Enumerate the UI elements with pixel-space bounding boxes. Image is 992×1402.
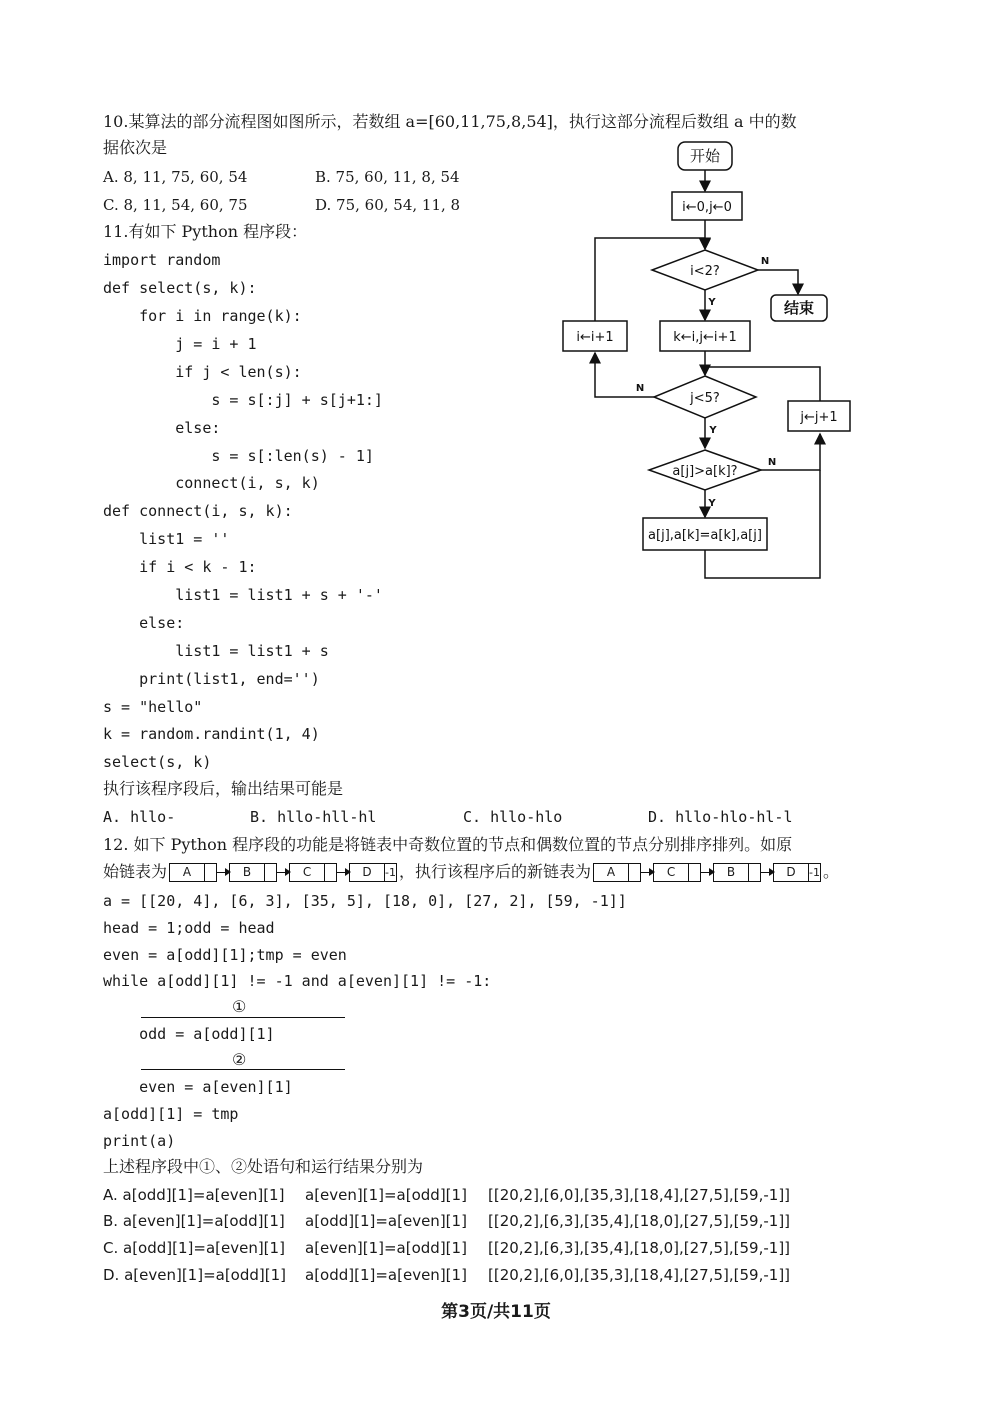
q11-option-d: D. hllo-hlo-hl-l [648,808,793,826]
q11-code-line: j = i + 1 [103,335,257,353]
list-node: A [169,863,217,882]
q11-code-line: for i in range(k): [103,307,302,325]
q12-option-c-part2: a[even][1]=a[odd][1] [305,1239,467,1257]
q12-code-line: a = [[20, 4], [6, 3], [35, 5], [18, 0], [27, 2], [59, -1]] [103,892,627,910]
flow-cond3-no: N [767,457,777,468]
page-footer: 第3页/共11页 [441,1302,551,1322]
q11-stem: 11.有如下 Python 程序段： [103,222,308,241]
q12-option-a-part2: a[even][1]=a[odd][1] [305,1186,467,1204]
q11-code-line: if j < len(s): [103,363,302,381]
original-linked-list [169,863,397,882]
q11-code-line: def select(s, k): [103,279,257,297]
list-arrow [217,872,229,873]
q12-code-line: print(a) [103,1132,176,1150]
q11-code-line: def connect(i, s, k): [103,502,293,520]
q12-option-a-part1: A. a[odd][1]=a[even][1] [103,1186,285,1204]
blank-1-line [141,1017,345,1018]
q10-stem-line1: 10.某算法的部分流程图如图所示，若数组 a=[60,11,75,8,54]，执行这部分流程后数组 a 中的数 [103,112,797,131]
list-arrow [761,872,773,873]
q11-code-line: s = s[:j] + s[j+1:] [103,391,383,409]
list-node: A [593,863,641,882]
q11-code-line: connect(i, s, k) [103,474,320,492]
list-arrow [337,872,349,873]
q11-option-a: A. hllo- [103,808,176,826]
new-linked-list [593,863,821,882]
q10-option-a: A. 8, 11, 75, 60, 54 [103,168,248,186]
list-arrow [277,872,289,873]
flow-cond3-label: a[j]>a[k]? [672,464,738,479]
list-node: C [289,863,337,882]
q11-code-line: if i < k - 1: [103,558,257,576]
flow-end-label: 结束 [783,299,815,317]
q12-option-d-part1: D. a[even][1]=a[odd][1] [103,1266,287,1284]
flowchart [555,138,855,583]
q12-code-line: even = a[even][1] [103,1078,293,1096]
q11-code-line: list1 = list1 + s [103,642,329,660]
blank-1-marker: ① [232,997,247,1016]
q11-option-b: B. hllo-hll-hl [250,808,377,826]
q12-code-line: while a[odd][1] != -1 and a[even][1] != -1: [103,972,492,990]
flow-inc-j-label: j←j+1 [800,410,838,425]
q10-option-c: C. 8, 11, 54, 60, 75 [103,196,248,214]
q10-option-d: D. 75, 60, 54, 11, 8 [315,196,461,214]
q12-stem-line2 [103,862,839,882]
q12-stem-line1: 12. 如下 Python 程序段的功能是将链表中奇数位置的节点和偶数位置的节点分别排序排列。如原 [103,835,793,854]
q12-stem-part-a: 始链表为 [103,862,168,881]
blank-2-line [141,1069,345,1070]
q11-code-line: select(s, k) [103,753,212,771]
q12-option-b-part1: B. a[even][1]=a[odd][1] [103,1212,285,1230]
q12-stem-part-c: 。 [823,862,840,881]
q11-option-c: C. hllo-hlo [463,808,563,826]
flow-init-label: i←0,j←0 [682,200,732,215]
list-node: D -1 [349,863,397,882]
q10-option-b: B. 75, 60, 11, 8, 54 [315,168,460,186]
flow-cond2-label: j<5? [690,391,720,406]
q11-code-line: s = s[:len(s) - 1] [103,447,374,465]
q11-code-line: import random [103,251,221,269]
q11-code-line: print(list1, end='') [103,670,320,688]
q11-code-line: else: [103,419,221,437]
list-arrow [701,872,713,873]
q11-code-line: else: [103,614,185,632]
q12-option-c-part1: C. a[odd][1]=a[even][1] [103,1239,285,1257]
blank-2-marker: ② [232,1050,247,1069]
q12-option-a-result: [[20,2],[6,0],[35,3],[18,4],[27,5],[59,-1]] [488,1186,791,1204]
q11-code-line: k = random.randint(1, 4) [103,725,320,743]
list-node: B [713,863,761,882]
flow-swap-label: a[j],a[k]=a[k],a[j] [648,528,762,543]
flow-cond1-no: N [760,256,770,267]
flow-cond2-no: N [635,383,645,394]
q11-question: 执行该程序段后，输出结果可能是 [103,779,344,798]
q12-question: 上述程序段中①、②处语句和运行结果分别为 [103,1157,424,1176]
list-node: B [229,863,277,882]
flow-cond3-yes: Y [708,498,716,509]
q12-option-c-result: [[20,2],[6,3],[35,4],[18,0],[27,5],[59,-1]] [488,1239,791,1257]
q11-code-line: list1 = list1 + s + '-' [103,586,383,604]
flow-cond1-yes: Y [708,297,716,308]
list-arrow [641,872,653,873]
q12-code-line: head = 1;odd = head [103,919,275,937]
flow-cond2-yes: Y [709,425,717,436]
q12-code-line: odd = a[odd][1] [103,1025,275,1043]
list-node: D -1 [773,863,821,882]
flow-start-label: 开始 [689,147,721,165]
q12-option-b-part2: a[odd][1]=a[even][1] [305,1212,467,1230]
q12-code-line: a[odd][1] = tmp [103,1105,239,1123]
q12-code-line: even = a[odd][1];tmp = even [103,946,347,964]
q11-code-line: s = "hello" [103,698,203,716]
q11-code-line: list1 = '' [103,530,230,548]
q10-stem-line2: 据依次是 [103,138,168,157]
q12-option-d-result: [[20,2],[6,0],[35,3],[18,4],[27,5],[59,-1]] [488,1266,791,1284]
list-node: C [653,863,701,882]
q12-option-d-part2: a[odd][1]=a[even][1] [305,1266,467,1284]
flow-assign-label: k←i,j←i+1 [673,330,737,345]
flow-inc-i-label: i←i+1 [576,330,614,345]
flow-cond1-label: i<2? [690,264,720,279]
q12-stem-part-b: ，执行该程序后的新链表为 [399,862,592,881]
q12-option-b-result: [[20,2],[6,3],[35,4],[18,0],[27,5],[59,-1]] [488,1212,791,1230]
